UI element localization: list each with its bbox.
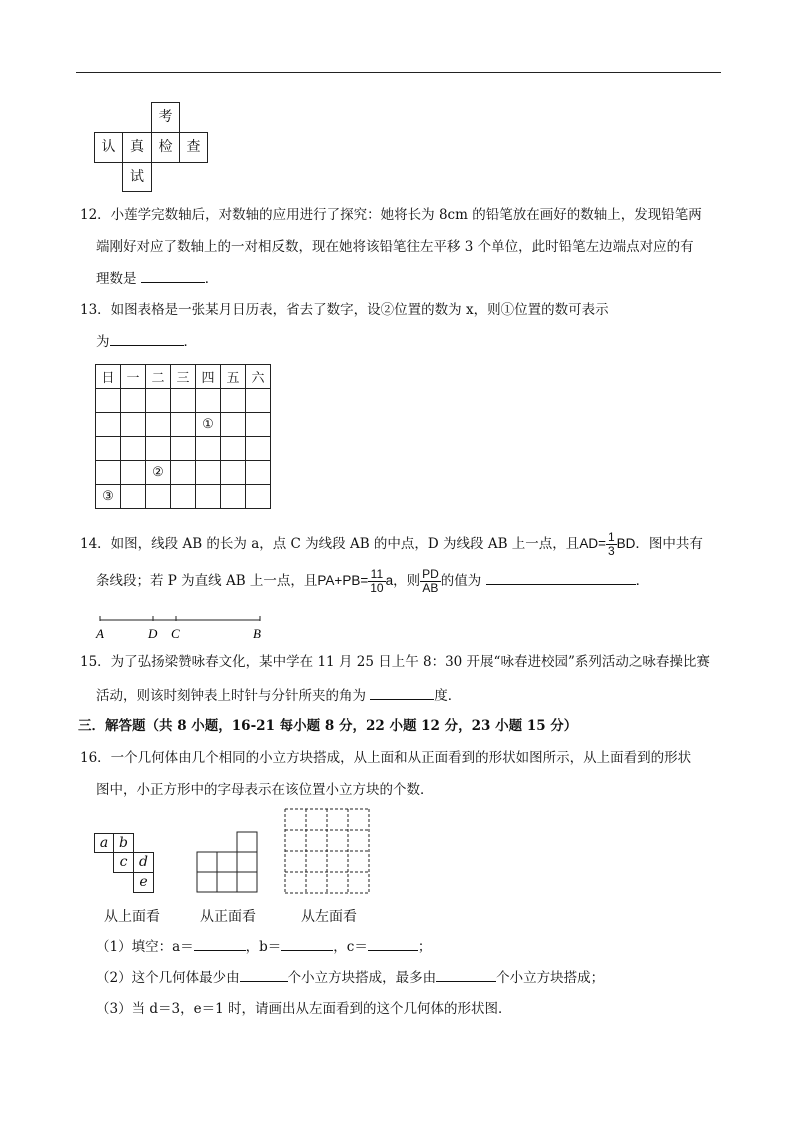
top-view-cell: c <box>113 852 134 873</box>
calendar-header: 二 <box>146 365 171 389</box>
q12-answer-blank[interactable] <box>141 268 205 283</box>
top-view-cell: e <box>133 872 154 893</box>
net-cell-bottom: 试 <box>122 162 152 192</box>
top-view-cell: d <box>133 852 154 873</box>
q13-text: 为 <box>96 334 110 350</box>
q14-answer-blank[interactable] <box>486 570 636 585</box>
q16-text: ，c＝ <box>333 939 368 955</box>
point-label: C <box>171 626 180 641</box>
left-view-grid <box>283 807 373 895</box>
net-cell-top: 考 <box>151 102 180 133</box>
q13-text-end: ． <box>183 334 197 350</box>
calendar-row <box>96 461 271 485</box>
net-cell: 查 <box>179 132 208 163</box>
q16-text: （2）这个几何体最少由 <box>96 970 240 986</box>
q15-line-2 <box>96 685 741 706</box>
q12-line-2: 端刚好对应了数轴上的一对相反数，现在她将该铅笔往左平移 3 个单位，此时铅笔左边端点对应的有 <box>96 239 694 255</box>
point-label: D <box>148 626 158 641</box>
q13-answer-blank[interactable] <box>110 331 184 346</box>
q15-answer-blank[interactable] <box>370 685 434 700</box>
q16-text: ； <box>417 939 432 955</box>
calendar-header: 四 <box>196 365 221 389</box>
q14-text: 的值为 <box>440 573 486 589</box>
fraction-denominator: 3 <box>607 544 615 558</box>
q14-bd: BD <box>616 536 636 551</box>
q16-blank-max[interactable] <box>436 967 496 982</box>
fraction-numerator: 11 <box>368 568 385 582</box>
q14-fraction-3 <box>420 568 441 595</box>
q14-a: a <box>385 573 394 588</box>
q16-sub-2 <box>96 967 741 988</box>
calendar-mark-3: ③ <box>96 485 121 509</box>
calendar-row <box>96 485 271 509</box>
q14-text: ，则 <box>393 573 421 589</box>
q16-sub-1 <box>96 936 741 957</box>
fraction-numerator: 1 <box>607 530 615 544</box>
calendar-table <box>95 364 271 509</box>
top-view-cell: b <box>113 833 134 853</box>
q16-sub-3: （3）当 d＝3，e＝1 时，请画出从左面看到的这个几何体的形状图． <box>96 1001 512 1017</box>
q16-line-2: 图中，小正方形中的字母表示在该位置小立方块的个数． <box>96 782 434 798</box>
top-view-cell: a <box>94 833 114 853</box>
calendar-header: 日 <box>96 365 121 389</box>
q16-text: 个小立方块搭成，最多由 <box>287 970 437 986</box>
q15-text: 活动，则该时刻钟表上时针与分针所夹的角为 <box>96 688 371 704</box>
q16-blank-b[interactable] <box>281 936 333 951</box>
q16-line-1: 16．一个几何体由几个相同的小立方块搭成，从上面和从正面看到的形状如图所示，从上面看到的形状 <box>80 750 692 766</box>
q16-text: ，b＝ <box>245 939 282 955</box>
q13-line-2 <box>96 331 741 352</box>
caption-left-view: 从左面看 <box>301 909 357 925</box>
calendar-row <box>96 437 271 461</box>
q16-blank-min[interactable] <box>240 967 288 982</box>
fraction-numerator: PD <box>422 567 439 581</box>
q12-text-end: ． <box>204 271 219 287</box>
section-3-heading: 三．解答题（共 8 小题，16-21 每小题 8 分，22 小题 12 分，23 小题 15 分） <box>78 718 578 734</box>
net-cell: 认 <box>94 132 123 163</box>
q14-text: 条线段；若 P 为直线 AB 上一点，且 <box>96 573 318 589</box>
calendar-header: 一 <box>121 365 146 389</box>
q12-text: 理数是 <box>96 271 141 287</box>
q13-line-1: 13．如图表格是一张某月日历表，省去了数字，设②位置的数为 x，则①位置的数可表示 <box>80 302 609 318</box>
q15-line-1: 15．为了弘扬梁赞咏春文化，某中学在 11 月 25 日上午 8：30 开展“咏春进校园”系列活动之咏春操比赛 <box>80 654 710 670</box>
fraction-denominator: 10 <box>370 581 384 595</box>
calendar-header: 五 <box>221 365 246 389</box>
fraction-denominator: AB <box>422 581 439 595</box>
q12-line-1: 12．小莲学完数轴后，对数轴的应用进行了探究：她将长为 8cm 的铅笔放在画好的数轴上，发现铅笔两 <box>80 207 702 223</box>
net-cell: 真 <box>122 132 152 163</box>
calendar-header: 六 <box>246 365 271 389</box>
q14-text-end: ． <box>635 573 650 589</box>
calendar-mark-1: ① <box>196 413 221 437</box>
q14-fraction-2 <box>368 568 385 595</box>
header-rule <box>76 72 721 73</box>
calendar-header: 三 <box>171 365 196 389</box>
q16-text: 个小立方块搭成； <box>496 970 605 986</box>
caption-top-view: 从上面看 <box>104 909 160 925</box>
net-cell: 检 <box>151 132 180 163</box>
q16-blank-a[interactable] <box>194 936 246 951</box>
q14-ad: AD= <box>579 536 606 551</box>
q16-blank-c[interactable] <box>368 936 418 951</box>
q14-text: ．图中共有 <box>635 536 703 552</box>
q15-text-end: 度． <box>434 688 462 704</box>
q14-line-2 <box>96 566 741 596</box>
calendar-row <box>96 413 271 437</box>
point-label: A <box>96 626 104 641</box>
q14-text: 14．如图，线段 AB 的长为 a，点 C 为线段 AB 的中点，D 为线段 AB 上一点，且 <box>80 536 580 552</box>
q16-text: （1）填空：a＝ <box>96 939 194 955</box>
q12-line-3 <box>96 268 741 289</box>
calendar-row <box>96 389 271 413</box>
calendar-mark-2: ② <box>146 461 171 485</box>
q14-line-1 <box>80 530 725 558</box>
segment-figure <box>90 608 270 642</box>
caption-front-view: 从正面看 <box>200 909 256 925</box>
front-view-figure <box>195 828 265 894</box>
q14-papb: PA+PB= <box>317 573 369 588</box>
point-label: B <box>253 626 261 641</box>
calendar-header-row <box>96 365 271 389</box>
q14-fraction-1 <box>606 531 617 558</box>
